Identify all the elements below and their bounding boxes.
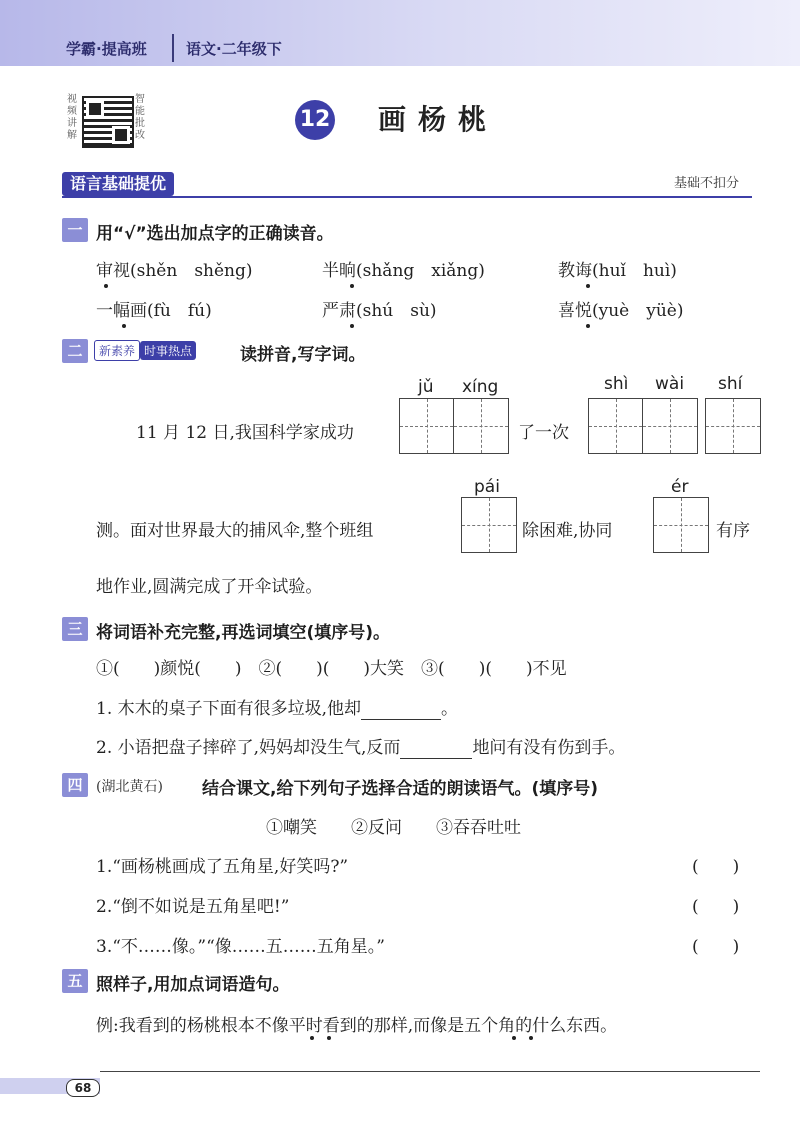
answer-paren[interactable]: ( ) <box>692 857 740 877</box>
q1-item: 一幅画(fù fú) <box>96 301 212 321</box>
question-3-text: 将词语补充完整,再选词填空(填序号)。 <box>96 623 390 643</box>
pinyin-label: shí <box>718 374 743 394</box>
q1-item: 教诲(huǐ huì) <box>558 261 677 281</box>
qr-left-text: 视频讲解 <box>67 94 77 141</box>
qr-right-text: 智能批改 <box>135 94 145 141</box>
lesson-number-badge: 12 <box>295 100 335 140</box>
q2-text-c: 测。面对世界最大的捕风伞,整个班组 <box>96 521 374 541</box>
emphasis-dot <box>122 324 126 328</box>
writing-grid[interactable] <box>399 398 509 454</box>
q3-sentence-2: 2. 小语把盘子摔碎了,妈妈却没生气,反而 <box>96 738 401 758</box>
q1-item: 严肃(shú sù) <box>322 301 437 321</box>
q4-item-1: 1.“画杨桃画成了五角星,好笑吗?” <box>96 857 349 877</box>
q5-example: 例:我看到的杨桃根本不像平时看到的那样,而像是五个角的什么东西。 <box>96 1016 618 1036</box>
q3-sentence-1-end: 。 <box>441 699 459 719</box>
q1-item: 半晌(shǎng xiǎng) <box>322 261 485 281</box>
question-number-5: 五 <box>62 969 88 993</box>
writing-grid[interactable] <box>653 497 709 553</box>
question-number-4: 四 <box>62 773 88 797</box>
footer-rule <box>100 1071 760 1072</box>
q1-item: 审视(shěn shěng) <box>96 261 253 281</box>
subject-label: 语文·二年级下 <box>186 40 282 58</box>
question-5-text: 照样子,用加点词语造句。 <box>96 975 290 995</box>
q3-sentence-1: 1. 木木的桌子下面有很多垃圾,他却 <box>96 699 362 719</box>
emphasis-dot <box>586 284 590 288</box>
question-2-text: 读拼音,写字词。 <box>240 345 366 365</box>
emphasis-dot <box>350 284 354 288</box>
section-note: 基础不扣分 <box>674 176 740 191</box>
series-label: 学霸·提高班 <box>66 40 147 58</box>
qr-code-icon[interactable] <box>82 96 134 148</box>
answer-paren[interactable]: ( ) <box>692 897 740 917</box>
header-divider <box>172 34 174 62</box>
emphasis-dot <box>586 324 590 328</box>
q4-options: ①嘲笑 ②反问 ③吞吞吐吐 <box>266 818 521 838</box>
q3-sentence-2-end: 地问有没有伤到手。 <box>472 738 626 758</box>
pinyin-label: pái <box>474 477 500 497</box>
lesson-title: 画杨桃 <box>378 103 499 136</box>
question-4-text: 结合课文,给下列句子选择合适的朗读语气。(填序号) <box>202 779 598 799</box>
fill-blank[interactable] <box>361 699 441 720</box>
pinyin-label: xíng <box>462 377 499 397</box>
q2-text-a: 11 月 12 日,我国科学家成功 <box>136 423 354 443</box>
emphasis-dot <box>310 1036 314 1040</box>
tag-new-literacy: 新素养 <box>94 340 140 361</box>
question-number-2: 二 <box>62 339 88 363</box>
writing-grid[interactable] <box>705 398 761 454</box>
answer-paren[interactable]: ( ) <box>692 937 740 957</box>
pinyin-label: jǔ <box>418 377 434 397</box>
emphasis-dot <box>350 324 354 328</box>
fill-blank[interactable] <box>400 738 472 759</box>
question-number-1: 一 <box>62 218 88 242</box>
section-underline <box>62 196 752 198</box>
q2-text-f: 地作业,圆满完成了开伞试验。 <box>96 577 323 597</box>
q2-text-e: 有序 <box>716 521 750 541</box>
question-number-3: 三 <box>62 617 88 641</box>
question-1-text: 用“√”选出加点字的正确读音。 <box>96 224 334 244</box>
writing-grid[interactable] <box>588 398 698 454</box>
pinyin-label: shì <box>604 374 629 394</box>
q1-item: 喜悦(yuè yüè) <box>558 301 684 321</box>
section-title: 语言基础提优 <box>62 172 174 196</box>
pinyin-label: wài <box>655 374 685 394</box>
tag-current-events: 时事热点 <box>140 341 196 360</box>
q2-text-d: 除困难,协同 <box>522 521 613 541</box>
q4-item-2: 2.“倒不如说是五角星吧!” <box>96 897 290 917</box>
q2-text-b: 了一次 <box>518 423 569 443</box>
q4-item-3: 3.“不……像。”“像……五……五角星。” <box>96 937 385 957</box>
pinyin-label: ér <box>671 477 689 497</box>
emphasis-dot <box>529 1036 533 1040</box>
writing-grid[interactable] <box>461 497 517 553</box>
emphasis-dot <box>327 1036 331 1040</box>
emphasis-dot <box>104 284 108 288</box>
page-number: 68 <box>66 1079 100 1097</box>
q3-options: ①( )颜悦( ) ②( )( )大笑 ③( )( )不见 <box>96 659 567 679</box>
q4-source: (湖北黄石) <box>96 779 163 795</box>
emphasis-dot <box>512 1036 516 1040</box>
